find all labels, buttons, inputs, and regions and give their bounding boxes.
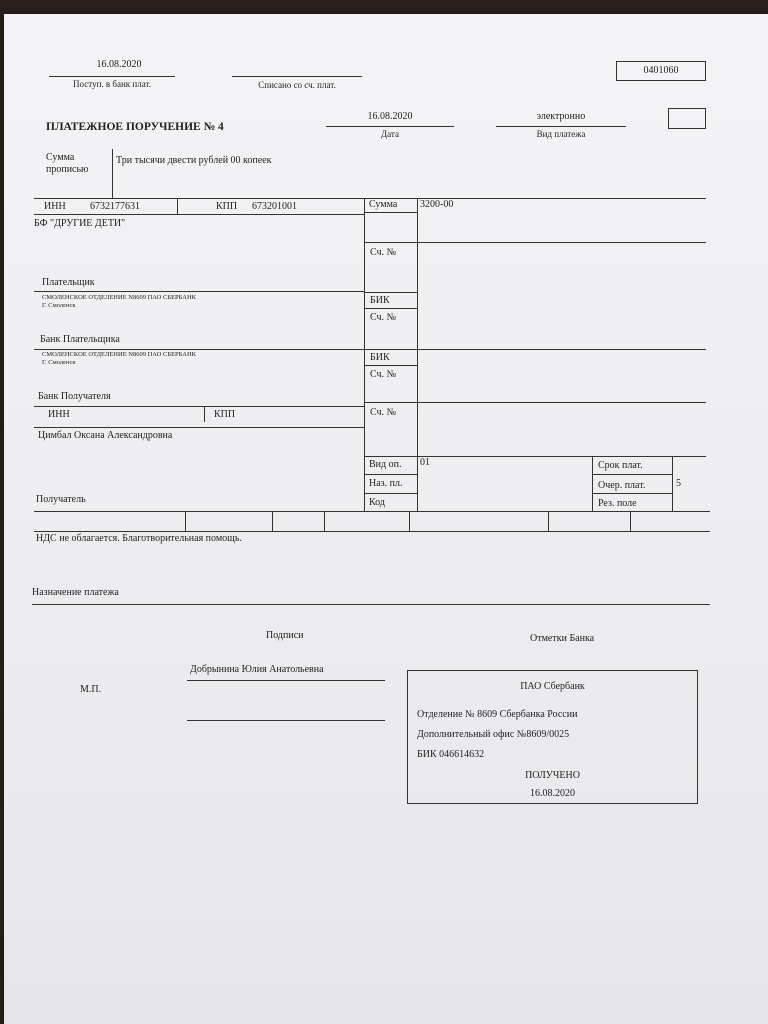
grid-divider-left [364, 198, 365, 511]
payee-bank-bik-label: БИК [370, 352, 390, 363]
purpose-code-label: Наз. пл. [369, 478, 403, 489]
payer-bank-city: Г. Смоленск [42, 302, 76, 309]
received-date: 16.08.2020 [96, 59, 142, 70]
operation-top-line [364, 456, 706, 457]
deadline-divider [592, 456, 593, 511]
tax-row-bottom-line [34, 531, 710, 532]
payee-inn-line [34, 427, 364, 428]
amount-label: Сумма [369, 199, 398, 210]
stamp-office: Дополнительный офис №8609/0025 [417, 729, 570, 740]
amount-words-label-2: прописью [46, 164, 89, 175]
payee-bank-account-top-line [364, 365, 417, 366]
payer-kpp: 673201001 [252, 201, 297, 212]
stamp-bank: ПАО Сбербанк [520, 681, 585, 692]
date-label: Дата [381, 129, 399, 139]
signatures-label: Подписи [266, 630, 304, 641]
reserved-label: Рез. поле [598, 498, 637, 509]
payer-inn: 6732177631 [90, 201, 140, 212]
tax-cell-divider-1 [185, 511, 186, 531]
deadline-label: Срок плат. [598, 460, 643, 471]
op-type-label: Вид оп. [369, 459, 402, 470]
payment-type-label: Вид платежа [536, 129, 586, 139]
payee-inn-divider [204, 406, 205, 422]
payer-inn-label: ИНН [44, 201, 66, 212]
amount-line [364, 212, 417, 213]
priority-label: Очер. плат. [598, 480, 646, 491]
payer-bank-account-label: Сч. № [370, 312, 397, 323]
payee-bank-label: Банк Получателя [38, 391, 111, 402]
stamp-bik: БИК 046614632 [417, 749, 485, 760]
payer-bank-line [34, 349, 706, 350]
payee-bank-city: Г. Смоленск [42, 359, 76, 366]
payer-bottom-line [34, 291, 364, 292]
payer-account-label: Сч. № [370, 247, 397, 258]
stamp-date: 16.08.2020 [530, 788, 575, 799]
purpose-text: НДС не облагается. Благотворительная помощь. [36, 533, 242, 544]
bank-stamp-box [407, 670, 698, 804]
form-code: 0401060 [643, 65, 679, 76]
signer-name: Добрынина Юлия Анатольевна [190, 664, 324, 675]
payer-label: Плательщик [42, 277, 95, 288]
payer-name: БФ "ДРУГИЕ ДЕТИ" [34, 218, 126, 229]
payee-account-top-line [364, 402, 706, 403]
priority-divider [672, 456, 673, 511]
tax-cell-divider-5 [548, 511, 549, 531]
payer-inn-divider [177, 198, 178, 214]
tax-cell-divider-4 [409, 511, 410, 531]
code-label: Код [369, 497, 385, 508]
purpose-code-line [364, 493, 417, 494]
payer-bank-account-top-line [364, 308, 417, 309]
payer-account-top-line [364, 242, 706, 243]
payee-name: Цимбал Оксана Александровна [38, 430, 173, 441]
tax-cell-divider-6 [630, 511, 631, 531]
amount-words-value: Три тысячи двести рублей 00 копеек [116, 155, 272, 166]
amount-words-label-1: Сумма [46, 152, 75, 163]
tax-cell-divider-2 [272, 511, 273, 531]
payee-bank-name: СМОЛЕНСКОЕ ОТДЕЛЕНИЕ N8609 ПАО СБЕРБАНК [42, 351, 197, 358]
debited-label: Списано со сч. плат. [258, 80, 336, 90]
signature-line-1 [187, 680, 385, 681]
payer-bank-name: СМОЛЕНСКОЕ ОТДЕЛЕНИЕ N8609 ПАО СБЕРБАНК [42, 294, 197, 301]
payee-bank-account-label: Сч. № [370, 369, 397, 380]
payment-order-document [4, 14, 768, 1024]
payment-type-line [496, 126, 626, 127]
received-line [49, 76, 175, 77]
grid-divider-right [417, 198, 418, 511]
payee-inn-label: ИНН [48, 409, 70, 420]
form-code-box [616, 61, 706, 81]
op-type-value: 01 [420, 457, 430, 468]
payer-inn-line [34, 214, 364, 215]
debited-line [232, 76, 362, 77]
bank-marks-label: Отметки Банка [530, 633, 595, 644]
priority-value: 5 [676, 478, 681, 489]
payee-account-label: Сч. № [370, 407, 397, 418]
purpose-line [32, 604, 710, 605]
payer-bik-top-line [364, 292, 417, 293]
tax-cell-divider-3 [324, 511, 325, 531]
priority-line [592, 493, 672, 494]
payer-bank-bik-label: БИК [370, 295, 390, 306]
payee-label: Получатель [36, 494, 86, 505]
document-title: ПЛАТЕЖНОЕ ПОРУЧЕНИЕ № 4 [46, 121, 224, 133]
tax-row-top-line [34, 511, 710, 512]
purpose-label: Назначение платежа [32, 587, 119, 598]
signature-line-2 [187, 720, 385, 721]
date-line [326, 126, 454, 127]
deadline-line [592, 474, 672, 475]
payment-type: электронно [536, 111, 586, 122]
stamp-status: ПОЛУЧЕНО [525, 770, 580, 781]
empty-code-box [668, 108, 706, 129]
payee-kpp-label: КПП [214, 409, 236, 420]
op-type-line [364, 474, 417, 475]
payer-bank-label: Банк Плательщика [40, 334, 120, 345]
received-label: Поступ. в банк плат. [73, 79, 151, 89]
stamp-label: М.П. [80, 684, 102, 695]
payee-bank-line [34, 406, 364, 407]
order-date: 16.08.2020 [367, 111, 413, 122]
stamp-branch: Отделение № 8609 Сбербанка России [417, 709, 578, 720]
amount-value: 3200-00 [420, 199, 454, 210]
payer-kpp-label: КПП [216, 201, 238, 212]
amount-words-divider [112, 149, 113, 199]
